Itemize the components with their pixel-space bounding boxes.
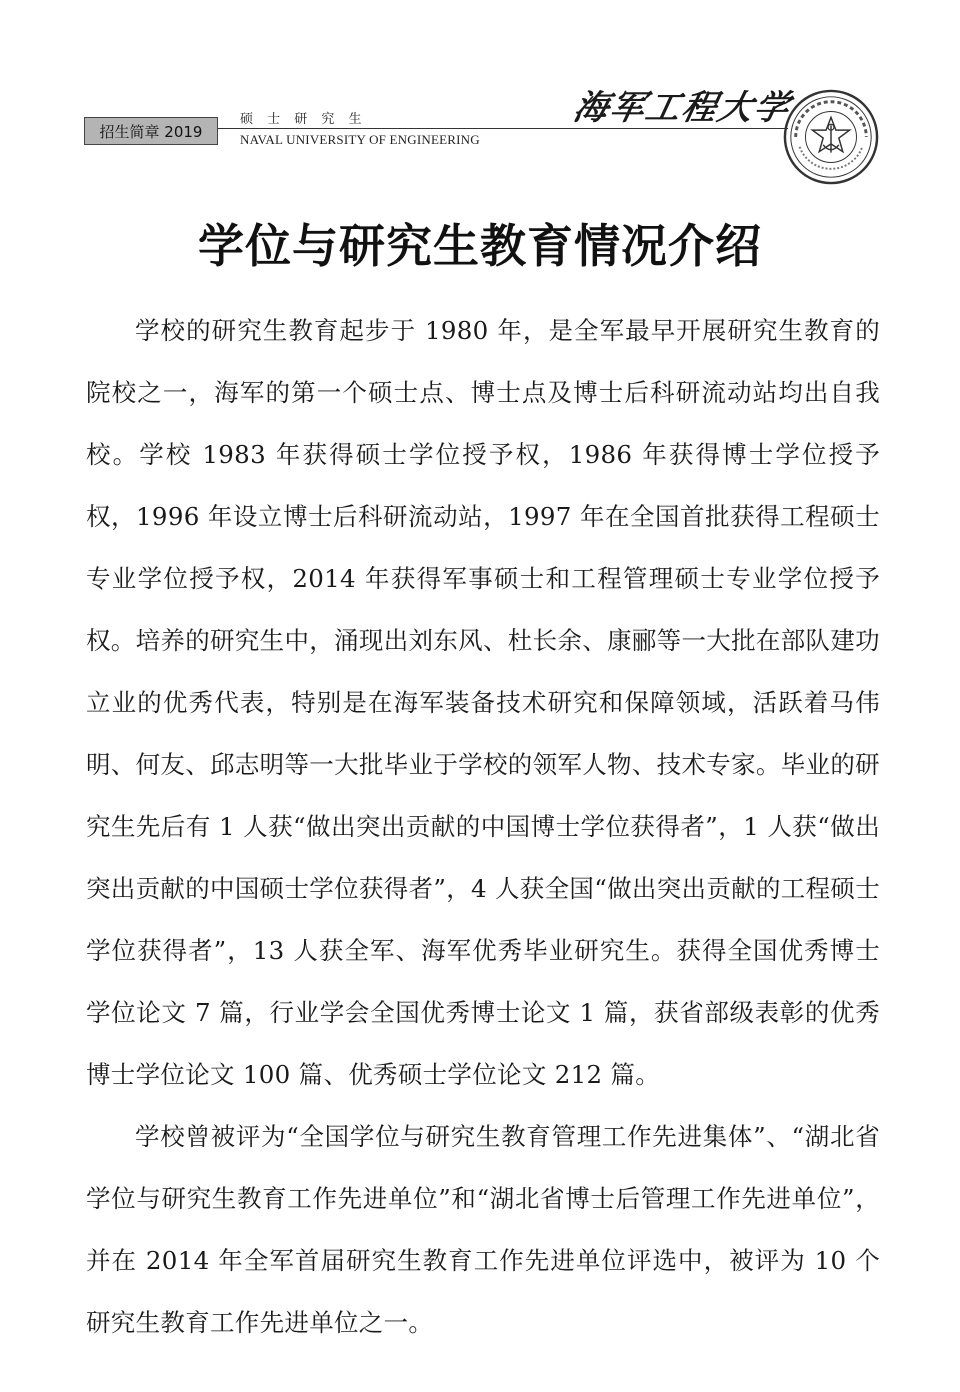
header-subtitle-cn: 硕 士 研 究 生: [240, 112, 367, 127]
page-title: 学位与研究生教育情况介绍: [198, 219, 762, 273]
page-header: [0, 0, 960, 200]
paragraph-1: 学校的研究生教育起步于 1980 年，是全军最早开展研究生教育的院校之一，海军的第一个硕士点、博士点及博士后科研流动站均出自我校。学校 1983 年获得硕士学位授予权，1986 年获得博士学位授予权，1996 年设立博士后科研流动站，1997 年在全国首批获得工程硕士专业学位授予权，2014 年获得军事硕士和工程管理硕士专业学位授予权。培养的研究生中，涌现出刘东风、杜长余、康郦等一大批在部队建功立业的优秀代表，特别是在海军装备技术研究和保障领域，活跃着马伟明、何友、邱志明等一大批毕业于学校的领军人物、技术专家。毕业的研究生先后有 1 人获“做出突出贡献的中国博士学位获得者”，1 人获“做出突出贡献的中国硕士学位获得者”，4 人获全国“做出突出贡献的工程硕士学位获得者”，13 人获全军、海军优秀毕业研究生。获得全国优秀博士学位论文 7 篇，行业学会全国优秀博士论文 1 篇，获省部级表彰的优秀博士学位论文 100 篇、优秀硕士学位论文 212 篇。: [86, 316, 880, 1089]
header-subtitle-en: NAVAL UNIVERSITY OF ENGINEERING: [240, 132, 480, 147]
paragraph-2: 学校曾被评为“全国学位与研究生教育管理工作先进集体”、“湖北省学位与研究生教育工作先进单位”和“湖北省博士后管理工作先进单位”，并在 2014 年全军首届研究生教育工作先进单位评选中，被评为 10 个研究生教育工作先进单位之一。: [86, 1122, 880, 1337]
university-logo-calligraphy: 海军工程大学: [570, 88, 795, 128]
article-body: [86, 300, 880, 1354]
university-seal-icon: [782, 88, 880, 186]
brochure-badge: 招生简章 2019: [84, 117, 218, 145]
